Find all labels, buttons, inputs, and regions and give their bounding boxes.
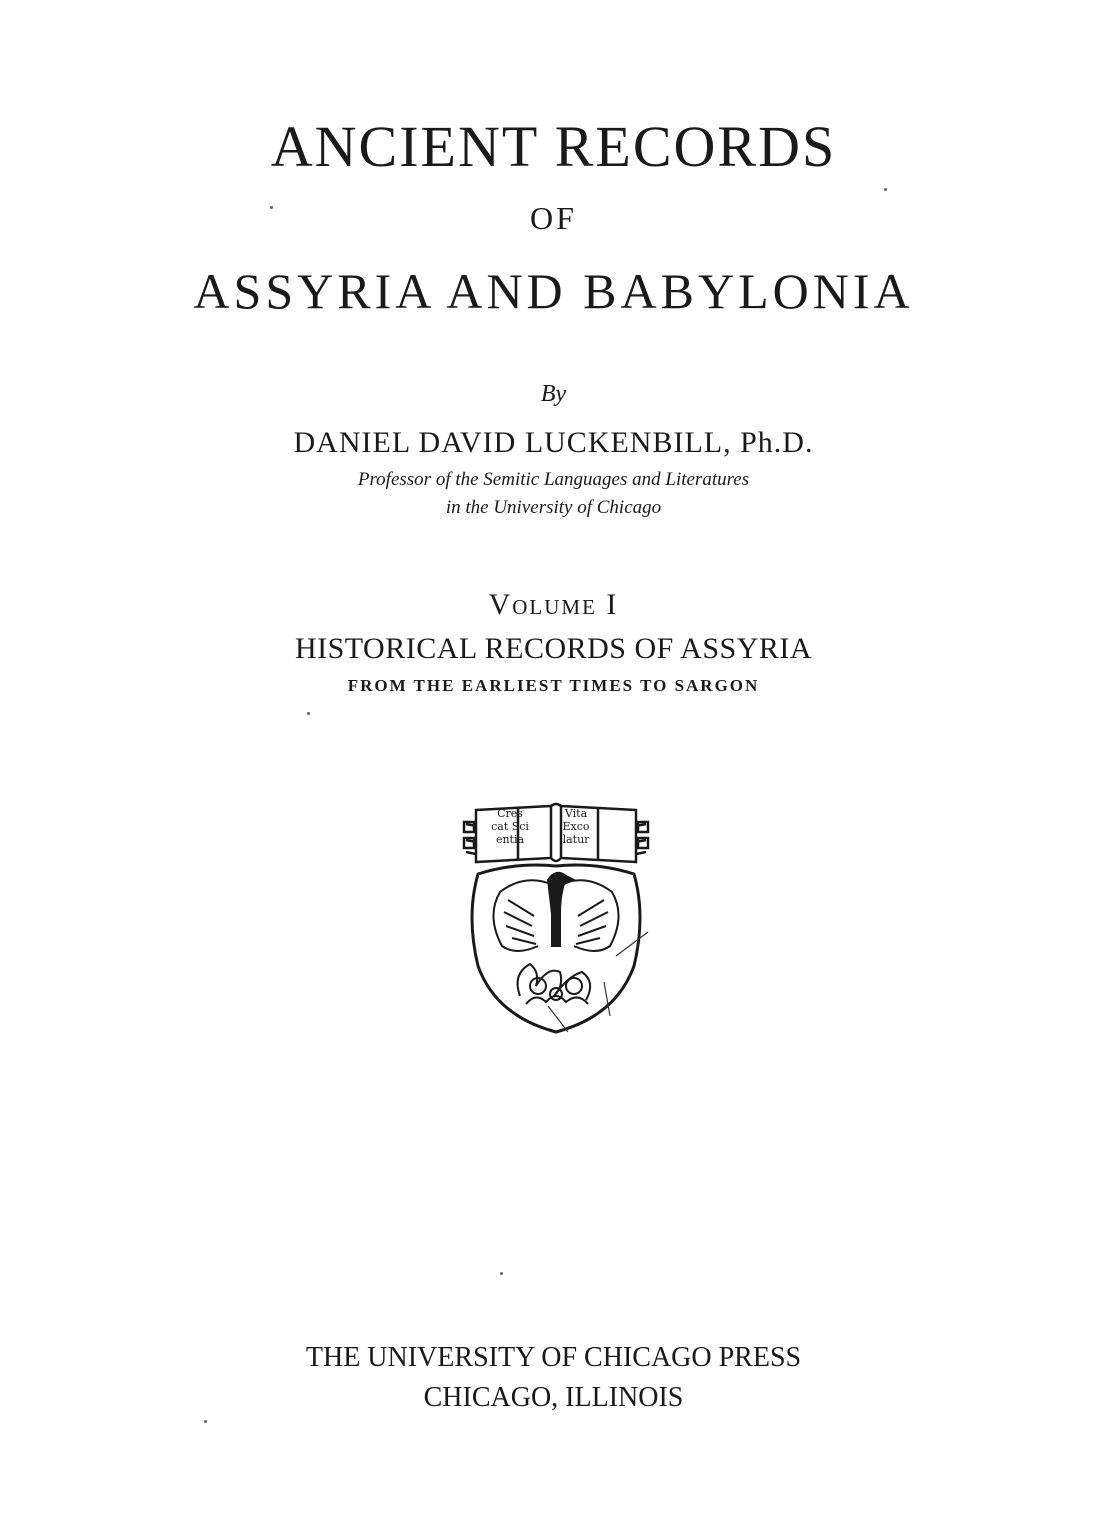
author-name: DANIEL DAVID LUCKENBILL, Ph.D. — [293, 426, 814, 459]
scan-speck — [270, 206, 273, 209]
motto-right-1: Vita — [564, 807, 588, 820]
motto-left-3: entia — [495, 833, 525, 846]
book-title: ANCIENT RECORDS — [270, 114, 837, 179]
publisher-place: CHICAGO, ILLINOIS — [423, 1382, 684, 1413]
scan-speck — [307, 712, 310, 715]
byline-by: By — [540, 381, 567, 407]
motto-left-1: Cres — [497, 807, 523, 820]
volume-subtitle: FROM THE EARLIEST TIMES TO SARGON — [347, 676, 760, 695]
motto-right-3: latur — [562, 833, 590, 846]
author-affiliation-line-1: Professor of the Semitic Languages and Literatures — [357, 469, 750, 490]
author-affiliation-line-2: in the University of Chicago — [445, 497, 662, 518]
motto-right-2: Exco — [562, 820, 590, 833]
scan-speck — [500, 1272, 503, 1275]
publisher-name: THE UNIVERSITY OF CHICAGO PRESS — [305, 1342, 802, 1373]
motto-left-2: cat Sci — [491, 820, 529, 833]
scan-speck — [884, 188, 887, 191]
volume-title: HISTORICAL RECORDS OF ASSYRIA — [294, 632, 813, 665]
volume-label: Volume I — [488, 588, 619, 621]
book-title-connector: OF — [530, 200, 577, 236]
scan-speck — [204, 1420, 207, 1423]
seal-motto — [478, 805, 618, 855]
book-subtitle: ASSYRIA AND BABYLONIA — [193, 263, 914, 319]
